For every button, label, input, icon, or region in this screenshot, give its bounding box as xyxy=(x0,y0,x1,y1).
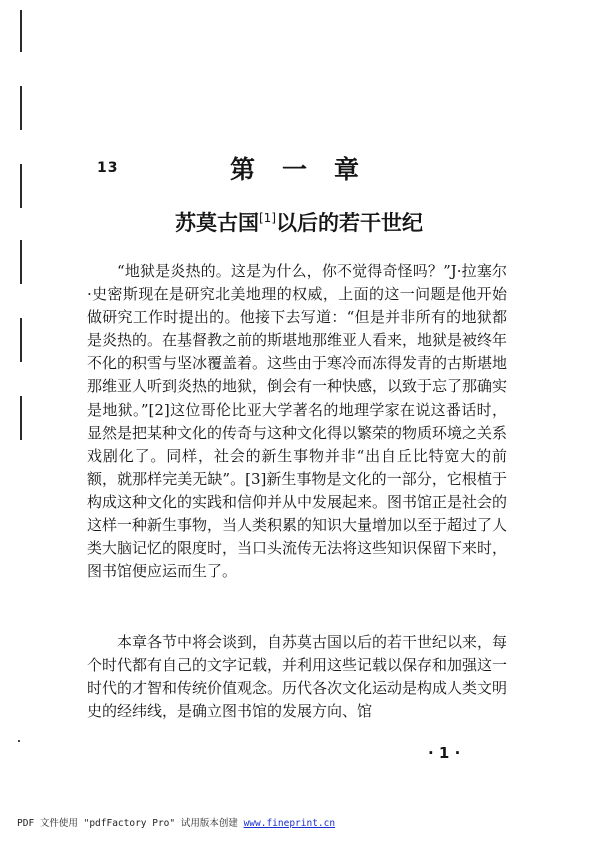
fineprint-link[interactable]: www.fineprint.cn xyxy=(243,818,336,829)
body-paragraph: “地狱是炎热的。这是为什么，你不觉得奇怪吗？”J·拉塞尔·史密斯现在是研究北美地理的权威，上面的这一问题是他开始做研究工作时提出的。他接下去写道：“但是并非所有的地狱都是炎热的。在基督教之前的斯堪地那维亚人看来，地狱是被终年不化的积雪与坚冰覆盖着。这些由于寒冷而冻得发青的古斯堪地那维亚人听到炎热的地狱，倒会有一种快感，以致于忘了那确实是地狱。”[2]这位哥伦比亚大学著名的地理学家在说这番话时，显然是把某种文化的传奇与这种文化得以繁荣的物质环境之关系戏剧化了。同样，社会的新生事物并非“出自丘比特宽大的前额，就那样完美无缺”。[3]新生事物是文化的一部分，它根植于构成这种文化的实践和信仰并从中发展起来。图书馆正是社会的这样一种新生事物，当人类积累的知识大量增加以至于超过了人类大脑记忆的限度时，当口头流传无法将这些知识保留下来时，图书馆便应运而生了。 xyxy=(87,262,508,581)
title-main: 苏莫古国 xyxy=(175,211,259,235)
scan-speck xyxy=(18,740,20,742)
title-footnote-ref: [1] xyxy=(259,211,276,225)
pdf-note-text: PDF 文件使用 "pdfFactory Pro" 试用版本创建 xyxy=(17,818,244,829)
chapter-heading: 第一章 xyxy=(230,155,387,184)
scan-edge-mark xyxy=(20,240,22,284)
scan-edge-mark xyxy=(20,10,22,52)
body-paragraph: 本章各节中将会谈到，自苏莫古国以后的若干世纪以来，每个时代都有自己的文字记载，并利用这些记载以保存和加强这一时代的才智和传统价值观念。历代各次文化运动是构成人类文明史的经纬线，是确立图书馆的发展方向、馆 xyxy=(87,633,508,721)
scan-edge-mark xyxy=(20,164,22,208)
scan-edge-mark xyxy=(20,86,22,130)
scan-edge-mark xyxy=(20,318,22,362)
footer-page-number: · 1 · xyxy=(428,744,461,762)
section-title xyxy=(175,207,423,237)
title-rest: 以后的若干世纪 xyxy=(276,211,423,235)
page-number: 13 xyxy=(97,160,119,176)
scan-edge-mark xyxy=(20,396,22,440)
pdf-creator-note xyxy=(17,815,335,829)
